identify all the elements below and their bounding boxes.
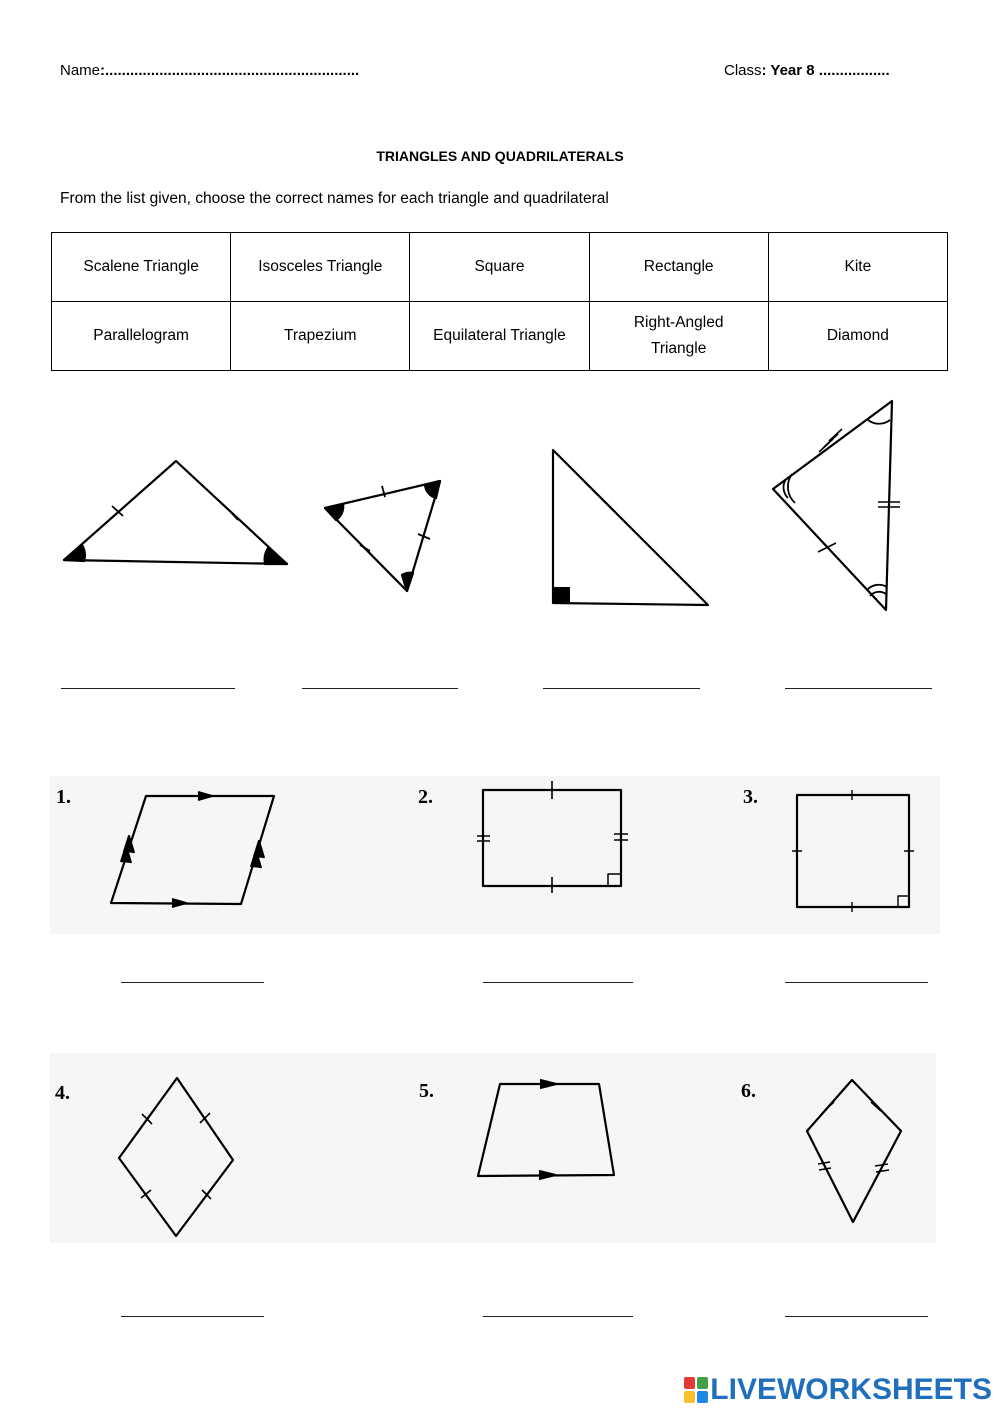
instruction-text: From the list given, choose the correct names for each triangle and quadrilateral — [60, 190, 609, 207]
rectangle-figure — [477, 781, 628, 893]
name-blank[interactable]: :............................................................. — [100, 62, 360, 79]
word-bank-cell: Diamond — [768, 302, 947, 371]
answer-line[interactable] — [785, 982, 928, 983]
word-bank-cell: Scalene Triangle — [52, 233, 231, 302]
logo-mark-icon — [684, 1377, 708, 1403]
class-value[interactable]: : Year 8 ................. — [761, 62, 890, 79]
answer-line[interactable] — [483, 1316, 633, 1317]
quad-number: 2. — [418, 786, 433, 808]
word-bank-cell: Parallelogram — [52, 302, 231, 371]
class-label: Class — [724, 62, 762, 79]
name-label: Name — [60, 62, 101, 79]
quad-number: 3. — [743, 786, 758, 808]
answer-line[interactable] — [121, 1316, 264, 1317]
word-bank-cell: Equilateral Triangle — [410, 302, 589, 371]
word-bank-cell: Right-Angled Triangle — [589, 302, 768, 371]
logo-text: LIVEWORKSHEETS — [710, 1373, 992, 1406]
worksheet-title: TRIANGLES AND QUADRILATERALS — [376, 148, 624, 164]
logo-square — [697, 1391, 708, 1403]
answer-line[interactable] — [785, 1316, 928, 1317]
word-bank-cell: Isosceles Triangle — [231, 233, 410, 302]
quad-number: 4. — [55, 1082, 70, 1104]
quad-number: 1. — [56, 786, 71, 808]
trapezium-figure — [478, 1080, 614, 1179]
diamond-figure — [119, 1078, 233, 1236]
word-bank-cell: Square — [410, 233, 589, 302]
square-figure — [792, 790, 914, 912]
word-bank-cell: Kite — [768, 233, 947, 302]
logo-square — [684, 1391, 695, 1403]
answer-line[interactable] — [483, 982, 633, 983]
liveworksheets-logo — [684, 1373, 992, 1407]
logo-square — [697, 1377, 708, 1389]
quad-number: 6. — [741, 1080, 756, 1102]
word-bank-cell: Rectangle — [589, 233, 768, 302]
logo-square — [684, 1377, 695, 1389]
parallelogram-figure — [111, 792, 274, 907]
answer-line[interactable] — [121, 982, 264, 983]
word-bank-cell: Trapezium — [231, 302, 410, 371]
kite-figure — [807, 1080, 901, 1222]
quad-number: 5. — [419, 1080, 434, 1102]
